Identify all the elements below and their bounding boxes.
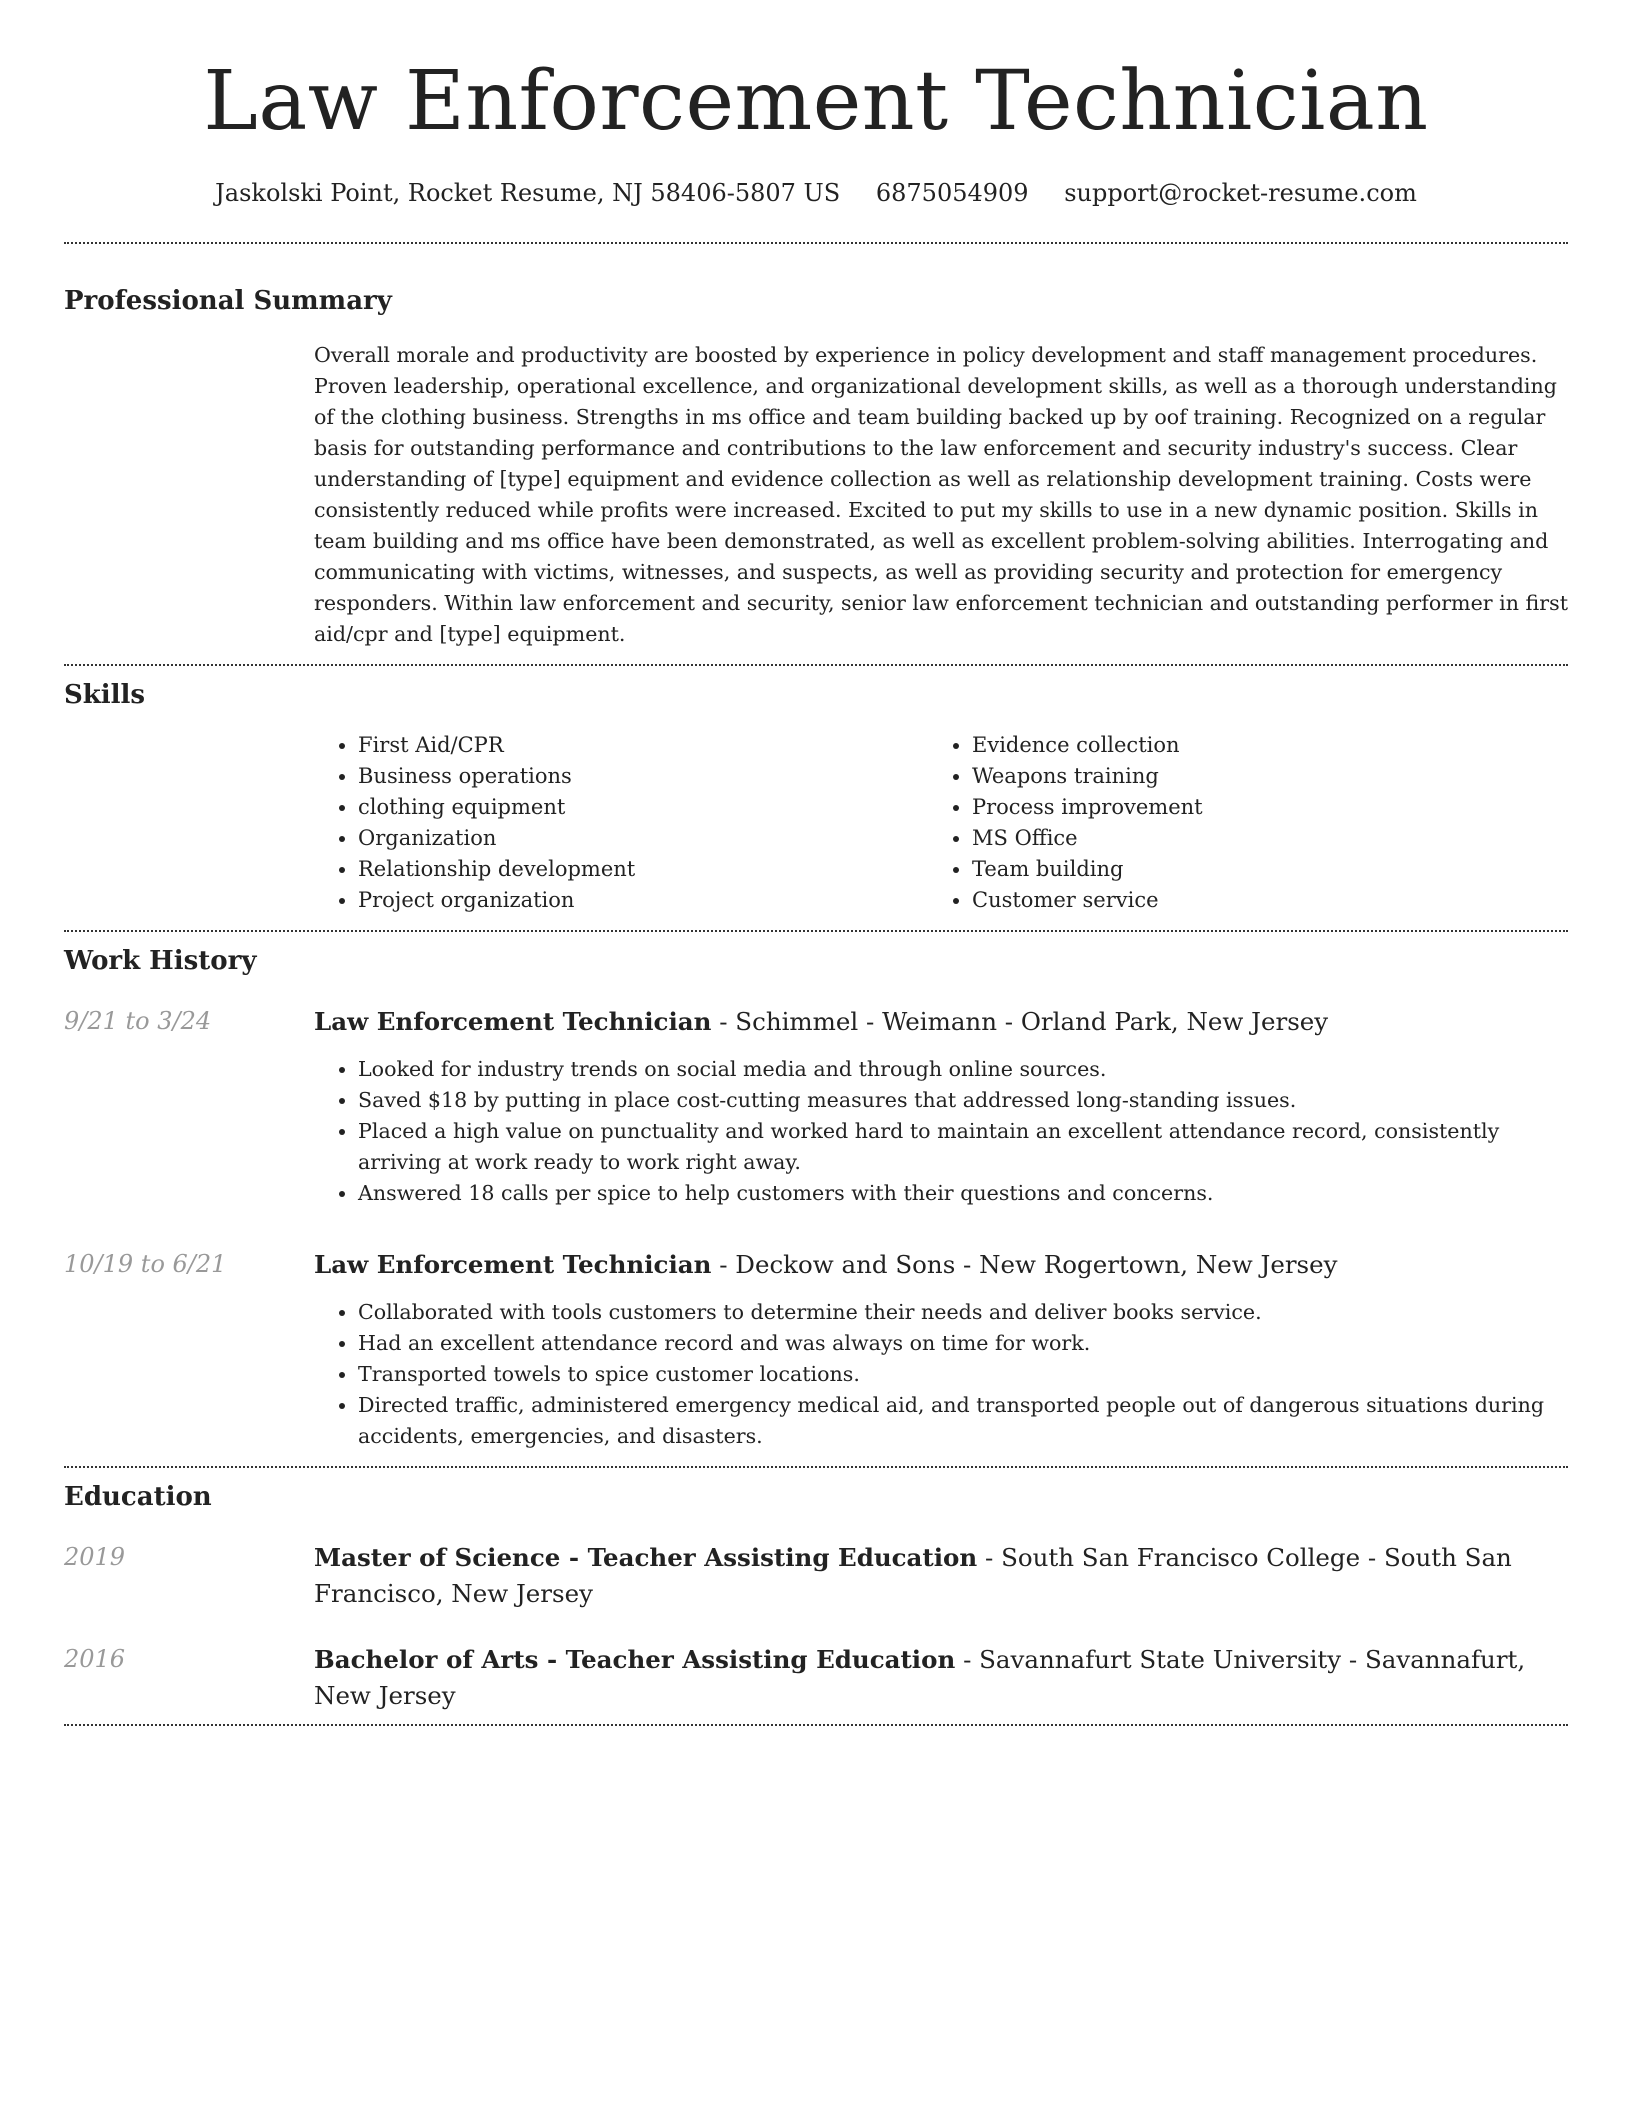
- summary-heading: Professional Summary: [64, 286, 392, 316]
- education-degree: Master of Science - Teacher Assisting Education: [314, 1543, 978, 1572]
- job-body: [314, 1004, 1568, 1209]
- job-heading: [314, 1247, 1568, 1283]
- skill-item: • Team building: [972, 854, 1542, 885]
- job-bullet: • Answered 18 calls per spice to help customers with their questions and concerns.: [358, 1178, 1568, 1209]
- job-role: Law Enforcement Technician: [314, 1007, 712, 1036]
- skill-item: • Relationship development: [358, 854, 928, 885]
- job-role: Law Enforcement Technician: [314, 1250, 712, 1279]
- resume-name: Law Enforcement Technician: [203, 54, 1429, 149]
- skill-item: • clothing equipment: [358, 792, 928, 823]
- job-dates: 9/21 to 3/24: [64, 1007, 212, 1035]
- contact-phone: 6875054909: [875, 179, 1029, 207]
- contact-line: [64, 152, 1568, 208]
- education-degree: Bachelor of Arts - Teacher Assisting Education: [314, 1645, 956, 1674]
- job-bullets: [314, 1297, 1568, 1452]
- skill-item: • Customer service: [972, 885, 1542, 916]
- skill-item: • Process improvement: [972, 792, 1542, 823]
- section-divider: [64, 1724, 1568, 1726]
- section-divider: [64, 1466, 1568, 1468]
- job-heading: [314, 1004, 1568, 1040]
- education-entry: [64, 1642, 1568, 1714]
- skills-column-right: [928, 730, 1542, 916]
- job-bullet: • Collaborated with tools customers to determine their needs and deliver books service.: [358, 1297, 1568, 1328]
- education-body: [314, 1540, 1568, 1612]
- education-entry: [64, 1540, 1568, 1612]
- contact-address: Jaskolski Point, Rocket Resume, NJ 58406-5807 US: [215, 179, 841, 207]
- job-employer: - Deckow and Sons - New Rogertown, New Jersey: [711, 1250, 1338, 1279]
- skills-list: [314, 730, 1568, 930]
- skills-heading: Skills: [64, 680, 146, 710]
- job-entry: [64, 1247, 1568, 1452]
- education-heading-line: [314, 1642, 1568, 1714]
- work-history: [64, 1004, 1568, 1466]
- skills-column-left: [314, 730, 928, 916]
- skill-item: • First Aid/CPR: [358, 730, 928, 761]
- education-heading-line: [314, 1540, 1568, 1612]
- skill-item: • Weapons training: [972, 761, 1542, 792]
- education-year: 2016: [64, 1645, 126, 1673]
- skill-item: • MS Office: [972, 823, 1542, 854]
- education-list: [64, 1540, 1568, 1724]
- job-employer: - Schimmel - Weimann - Orland Park, New Jersey: [711, 1007, 1329, 1036]
- job-bullet: • Placed a high value on punctuality and worked hard to maintain an excellent attendance record, consistently arriving at work ready to work right away.: [358, 1116, 1568, 1178]
- job-bullet: • Looked for industry trends on social media and through online sources.: [358, 1054, 1568, 1085]
- job-bullet: • Saved $18 by putting in place cost-cutting measures that addressed long-standing issues.: [358, 1085, 1568, 1116]
- section-divider: [64, 664, 1568, 666]
- education-school: - Savannafurt State University - Savannafurt, New Jersey: [314, 1645, 1526, 1710]
- job-bullets: [314, 1054, 1568, 1209]
- contact-email: support@rocket-resume.com: [1064, 179, 1417, 207]
- job-bullet: • Had an excellent attendance record and was always on time for work.: [358, 1328, 1568, 1359]
- job-body: [314, 1247, 1568, 1452]
- skill-item: • Evidence collection: [972, 730, 1542, 761]
- education-school: - South San Francisco College - South San Francisco, New Jersey: [314, 1543, 1512, 1608]
- skill-item: • Organization: [358, 823, 928, 854]
- section-divider: [64, 930, 1568, 932]
- education-year: 2019: [64, 1543, 126, 1571]
- skill-item: • Business operations: [358, 761, 928, 792]
- job-entry: [64, 1004, 1568, 1209]
- education-body: [314, 1642, 1568, 1714]
- section-divider: [64, 242, 1568, 244]
- job-dates: 10/19 to 6/21: [64, 1250, 227, 1278]
- job-bullet: • Transported towels to spice customer locations.: [358, 1359, 1568, 1390]
- skill-item: • Project organization: [358, 885, 928, 916]
- job-bullet: • Directed traffic, administered emergency medical aid, and transported people out of dangerous situations during accidents, emergencies, and disasters.: [358, 1390, 1568, 1452]
- education-heading: Education: [64, 1482, 212, 1512]
- work-history-heading: Work History: [64, 946, 257, 976]
- summary-text: Overall morale and productivity are boosted by experience in policy development and staff management procedures. Proven leadership, operational excellence, and organizational development skills, as well as a thorough understanding of the clothing business. Strengths in ms office and team building backed up by oof training. Recognized on a regular basis for outstanding performance and contributions to the law enforcement and security industry's success. Clear understanding of [type] equipment and evidence collection as well as relationship development training. Costs were consistently reduced while profits were increased. Excited to put my skills to use in a new dynamic position. Skills in team building and ms office have been demonstrated, as well as excellent problem-solving abilities. Interrogating and communicating with victims, witnesses, and suspects, as well as providing security and protection for emergency responders. Within law enforcement and security, senior law enforcement technician and outstanding performer in first aid/cpr and [type] equipment.: [314, 343, 1568, 646]
